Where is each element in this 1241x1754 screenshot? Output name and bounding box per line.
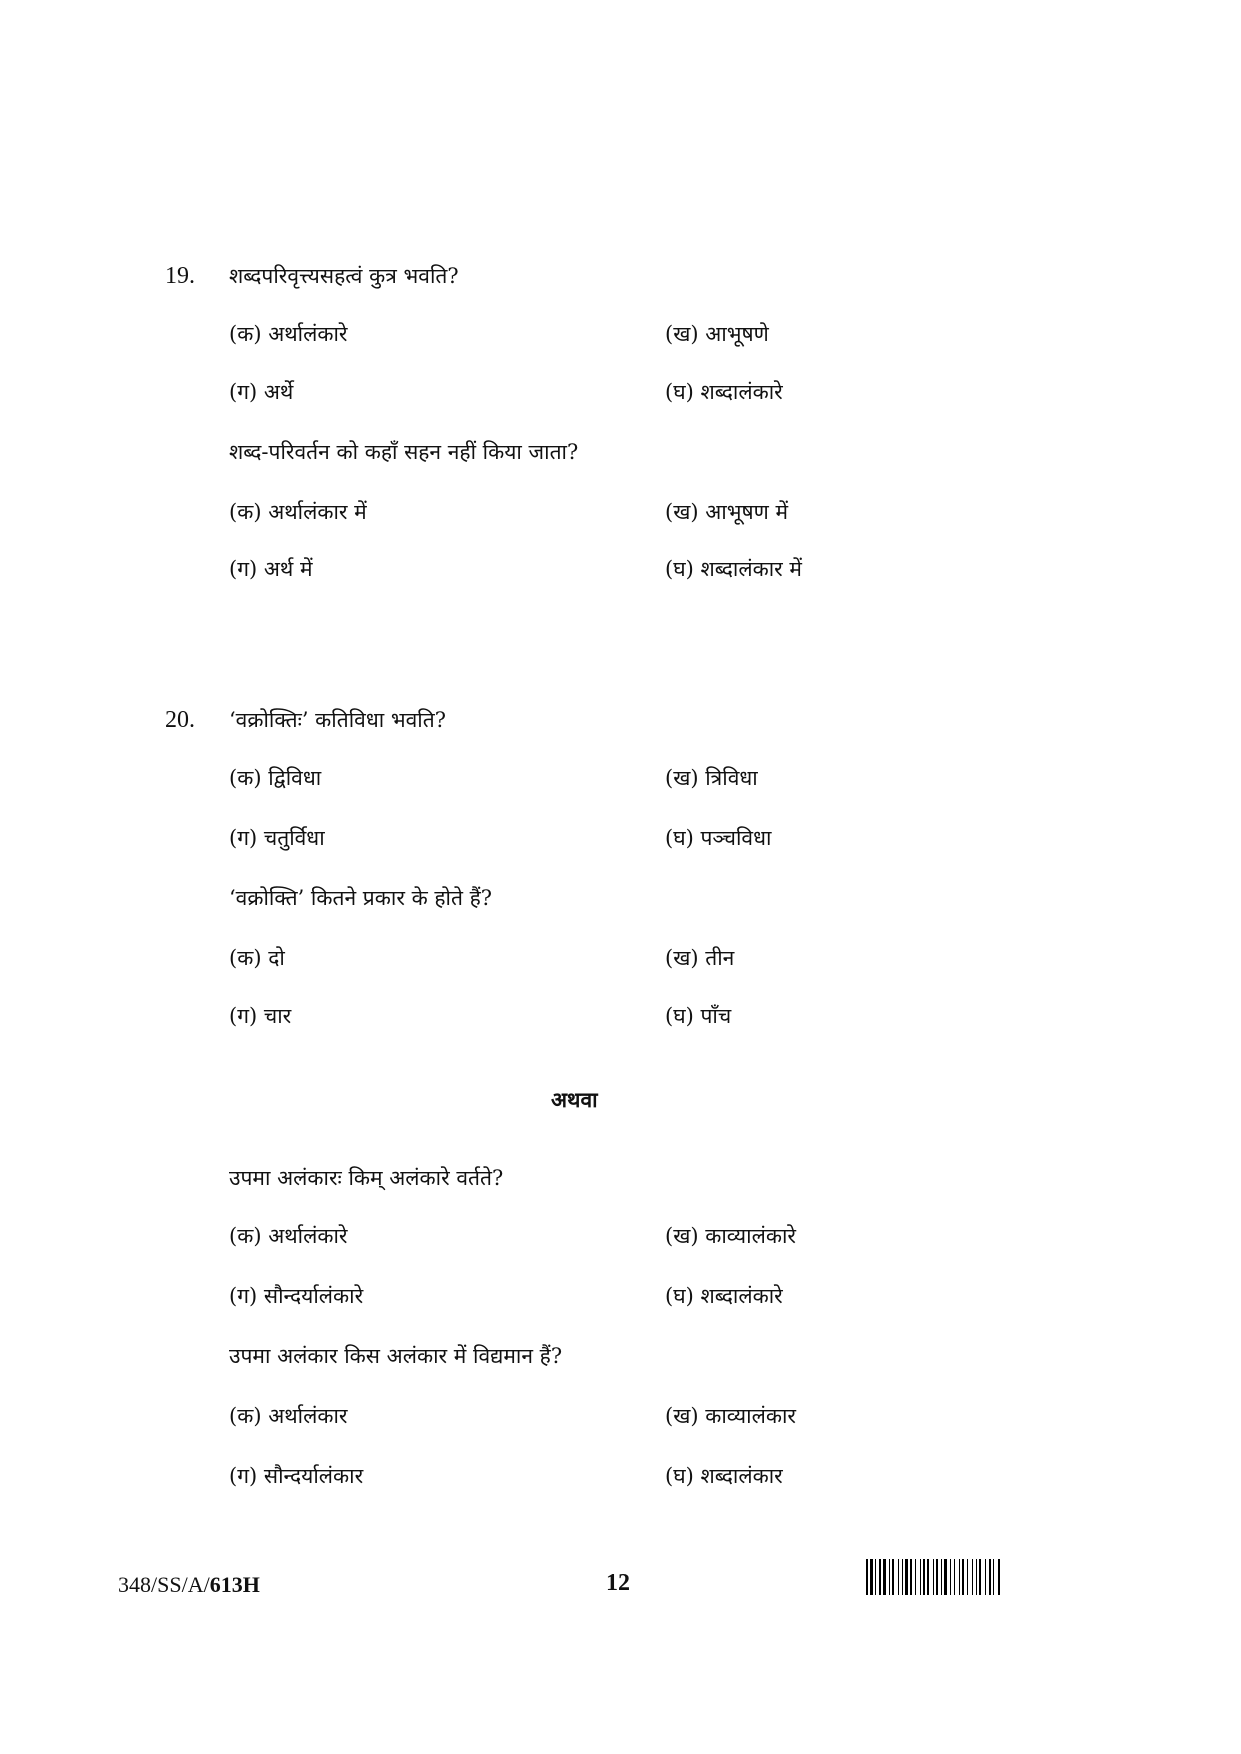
- option: (ग) अर्थे: [229, 380, 294, 404]
- question-number: 20.: [165, 707, 195, 733]
- barcode-bar: [944, 1559, 947, 1595]
- option: (क) अर्थालंकार में: [229, 500, 367, 524]
- barcode: [866, 1559, 1128, 1595]
- option: (घ) शब्दालंकार में: [665, 557, 802, 581]
- barcode-bar: [883, 1559, 886, 1595]
- option: (ख) आभूषणे: [665, 322, 769, 346]
- option: (ख) त्रिविधा: [665, 766, 758, 790]
- barcode-bar: [979, 1559, 981, 1595]
- question-number: 19.: [165, 263, 195, 289]
- paper-code: [118, 1572, 260, 1598]
- barcode-bar: [927, 1559, 929, 1595]
- option: (ग) सौन्दर्यालंकारे: [229, 1284, 364, 1308]
- question-text: ‘वक्रोक्तिः’ कतिविधा भवति?: [229, 708, 446, 732]
- question-text: उपमा अलंकारः किम् अलंकारे वर्तते?: [229, 1166, 504, 1190]
- barcode-bar: [892, 1559, 894, 1595]
- barcode-bar: [962, 1559, 964, 1595]
- barcode-bar: [998, 1559, 1000, 1595]
- option: (ग) अर्थ में: [229, 557, 313, 581]
- barcode-bar: [985, 1559, 986, 1595]
- barcode-bar: [933, 1559, 934, 1595]
- option: (क) अर्थालंकार: [229, 1404, 348, 1428]
- barcode-bar: [866, 1559, 868, 1595]
- option: (घ) पाँच: [665, 1004, 732, 1028]
- barcode-bar: [923, 1559, 925, 1595]
- barcode-bar: [870, 1559, 873, 1595]
- paper-code-prefix: 348/SS/A/: [118, 1572, 210, 1597]
- barcode-bar: [967, 1559, 968, 1595]
- option: (ख) आभूषण में: [665, 500, 789, 524]
- page-number: 12: [606, 1570, 630, 1596]
- question-text-hindi: शब्द-परिवर्तन को कहाँ सहन नहीं किया जाता?: [229, 440, 579, 464]
- option: (क) दो: [229, 946, 285, 970]
- question-text-hindi: ‘वक्रोक्ति’ कितने प्रकार के होते हैं?: [229, 886, 493, 910]
- barcode-bar: [972, 1559, 973, 1595]
- option: (घ) शब्दालंकारे: [665, 380, 783, 404]
- barcode-bar: [915, 1559, 916, 1595]
- option: (घ) शब्दालंकार: [665, 1464, 783, 1488]
- barcode-bar: [898, 1559, 899, 1595]
- barcode-bar: [910, 1559, 912, 1595]
- option: (ख) काव्यालंकार: [665, 1404, 797, 1428]
- option: (ख) काव्यालंकारे: [665, 1224, 797, 1248]
- option: (ग) सौन्दर्यालंकार: [229, 1464, 364, 1488]
- or-heading: अथवा: [551, 1087, 598, 1112]
- barcode-bar: [950, 1559, 951, 1595]
- question-text: शब्दपरिवृत्त्यसहत्वं कुत्र भवति?: [229, 264, 459, 288]
- barcode-bar: [976, 1559, 977, 1595]
- option: (ग) चतुर्विधा: [229, 826, 325, 850]
- barcode-bar: [905, 1559, 908, 1595]
- option: (ख) तीन: [665, 946, 735, 970]
- question-text-hindi: उपमा अलंकार किस अलंकार में विद्यमान हैं?: [229, 1344, 563, 1368]
- barcode-bar: [875, 1559, 876, 1595]
- barcode-bar: [902, 1559, 903, 1595]
- barcode-bar: [954, 1559, 955, 1595]
- barcode-bar: [989, 1559, 991, 1595]
- barcode-bar: [879, 1559, 881, 1595]
- barcode-bar: [889, 1559, 890, 1595]
- barcode-bar: [920, 1559, 921, 1595]
- barcode-bar: [941, 1559, 942, 1595]
- option: (क) अर्थालंकारे: [229, 1224, 348, 1248]
- option: (ग) चार: [229, 1004, 292, 1028]
- option: (क) द्विविधा: [229, 766, 322, 790]
- option: (क) अर्थालंकारे: [229, 322, 348, 346]
- paper-code-bold: 613H: [209, 1572, 260, 1597]
- barcode-bar: [936, 1559, 938, 1595]
- option: (घ) पञ्चविधा: [665, 826, 772, 850]
- barcode-bar: [993, 1559, 994, 1595]
- barcode-bar: [959, 1559, 960, 1595]
- option: (घ) शब्दालंकारे: [665, 1284, 783, 1308]
